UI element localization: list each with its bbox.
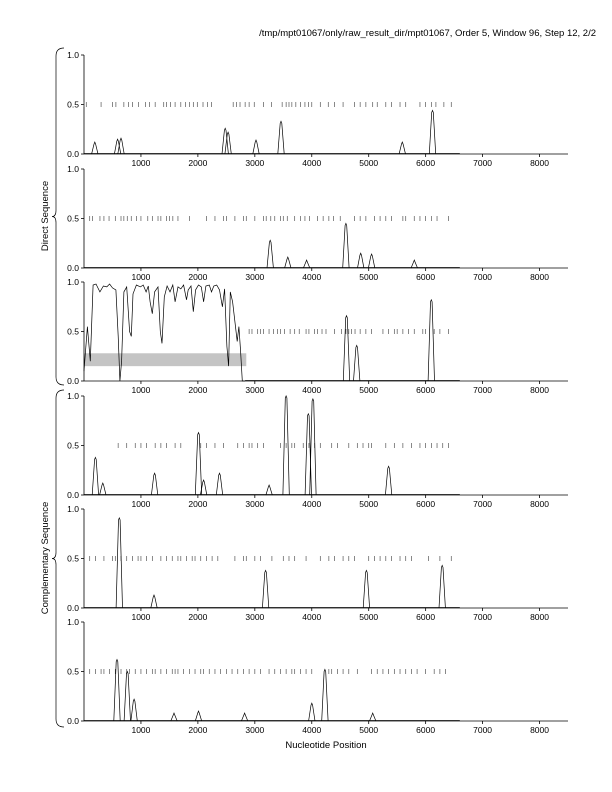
peak	[241, 713, 247, 721]
y-tick-label: 1.0	[67, 617, 79, 627]
y-tick-label: 0.0	[67, 263, 79, 273]
peak	[363, 570, 369, 608]
x-axis-title: Nucleotide Position	[285, 740, 367, 751]
x-tick-label: 4000	[302, 725, 322, 735]
peak	[195, 711, 201, 721]
y-tick-label: 0.0	[67, 716, 79, 726]
y-tick-label: 0.5	[67, 553, 79, 564]
peak	[92, 457, 98, 495]
x-tick-label: 7000	[473, 499, 493, 509]
x-tick-label: 3000	[245, 158, 265, 168]
group-label-direct-sequence: Direct Sequence	[40, 180, 51, 252]
y-tick-label: 0.5	[67, 213, 79, 224]
peak	[310, 399, 316, 495]
x-tick-label: 5000	[359, 385, 379, 395]
x-tick-label: 8000	[530, 499, 549, 509]
x-tick-label: 6000	[416, 272, 436, 282]
x-tick-label: 7000	[473, 385, 493, 395]
y-tick-label: 0.0	[67, 149, 79, 159]
peak	[114, 660, 120, 721]
peak	[303, 260, 309, 268]
y-tick-label: 0.0	[67, 376, 79, 386]
x-tick-label: 2000	[188, 612, 208, 622]
x-tick-label: 7000	[473, 158, 493, 168]
x-tick-label: 7000	[473, 725, 493, 735]
x-tick-label: 1000	[131, 612, 151, 622]
x-tick-label: 2000	[188, 725, 208, 735]
coding-probability-line	[84, 284, 245, 381]
y-tick-label: 1.0	[67, 277, 79, 287]
panel-2	[67, 164, 568, 282]
peak	[322, 670, 328, 722]
x-tick-label: 7000	[473, 612, 493, 622]
x-tick-label: 6000	[416, 499, 436, 509]
x-tick-label: 1000	[131, 385, 151, 395]
x-tick-label: 6000	[416, 158, 436, 168]
peak	[429, 110, 435, 154]
x-tick-label: 3000	[245, 272, 265, 282]
x-tick-label: 3000	[245, 385, 265, 395]
x-tick-label: 2000	[188, 158, 208, 168]
peak	[124, 672, 130, 722]
peak	[267, 240, 273, 268]
x-tick-label: 4000	[302, 158, 322, 168]
peak	[439, 565, 445, 608]
panel-4	[67, 391, 568, 509]
x-tick-label: 5000	[359, 499, 379, 509]
x-tick-label: 6000	[416, 612, 436, 622]
highlight-band	[84, 353, 246, 366]
peak	[343, 223, 349, 268]
x-tick-label: 5000	[359, 158, 379, 168]
figure-header: /tmp/mpt01067/only/raw_result_dir/mpt01067, Order 5, Window 96, Step 12, 2/2	[259, 28, 596, 39]
x-tick-label: 2000	[188, 499, 208, 509]
group-brace-complementary	[52, 390, 64, 727]
x-tick-label: 4000	[302, 612, 322, 622]
x-tick-label: 4000	[302, 272, 322, 282]
y-tick-label: 1.0	[67, 504, 79, 514]
peak	[195, 433, 201, 495]
peak	[385, 466, 391, 495]
peak	[100, 483, 106, 495]
x-tick-label: 3000	[245, 612, 265, 622]
y-tick-label: 1.0	[67, 50, 79, 60]
peak	[399, 142, 405, 154]
x-tick-label: 3000	[245, 725, 265, 735]
peak	[358, 253, 364, 268]
x-tick-label: 8000	[530, 612, 549, 622]
peak	[309, 703, 315, 721]
panel-3	[67, 277, 568, 395]
panel-1	[67, 50, 568, 168]
x-tick-label: 4000	[302, 385, 322, 395]
peak	[92, 142, 98, 154]
peak	[411, 260, 417, 268]
x-tick-label: 5000	[359, 725, 379, 735]
peak	[116, 518, 122, 608]
y-tick-label: 1.0	[67, 164, 79, 174]
x-tick-label: 7000	[473, 272, 493, 282]
y-tick-label: 0.5	[67, 666, 79, 677]
peak	[216, 473, 222, 495]
x-tick-label: 1000	[131, 499, 151, 509]
peak	[171, 713, 177, 721]
y-tick-label: 0.5	[67, 440, 79, 451]
peak	[285, 257, 291, 268]
x-tick-label: 1000	[131, 272, 151, 282]
x-tick-label: 8000	[530, 725, 549, 735]
peak	[253, 140, 259, 154]
chart-panels	[67, 50, 568, 735]
x-tick-label: 5000	[359, 612, 379, 622]
peak	[428, 300, 434, 381]
y-tick-label: 0.5	[67, 326, 79, 337]
x-tick-label: 8000	[530, 385, 549, 395]
y-tick-label: 1.0	[67, 391, 79, 401]
x-tick-label: 2000	[188, 272, 208, 282]
peak	[262, 570, 268, 608]
x-tick-label: 2000	[188, 385, 208, 395]
x-tick-label: 3000	[245, 499, 265, 509]
y-tick-label: 0.0	[67, 490, 79, 500]
panel-6	[67, 617, 568, 735]
x-tick-label: 1000	[131, 725, 151, 735]
peak	[354, 345, 360, 381]
peak	[278, 121, 284, 154]
peak	[131, 699, 137, 721]
peak	[151, 595, 157, 608]
x-tick-label: 4000	[302, 499, 322, 509]
peak	[370, 713, 376, 721]
group-label-complementary-sequence: Complementary Sequence	[40, 501, 51, 615]
peak	[118, 138, 124, 154]
x-tick-label: 8000	[530, 158, 549, 168]
x-tick-label: 1000	[131, 158, 151, 168]
y-tick-label: 0.5	[67, 99, 79, 110]
y-tick-label: 0.0	[67, 603, 79, 613]
group-brace-direct	[52, 48, 64, 385]
x-tick-label: 6000	[416, 385, 436, 395]
brace-path	[52, 390, 64, 727]
peak	[368, 254, 374, 268]
peak	[266, 485, 272, 495]
panel-5	[67, 504, 568, 622]
x-tick-label: 5000	[359, 272, 379, 282]
peak	[151, 473, 157, 495]
x-tick-label: 6000	[416, 725, 436, 735]
x-tick-label: 8000	[530, 272, 549, 282]
peak	[343, 316, 349, 381]
brace-path	[52, 48, 64, 385]
